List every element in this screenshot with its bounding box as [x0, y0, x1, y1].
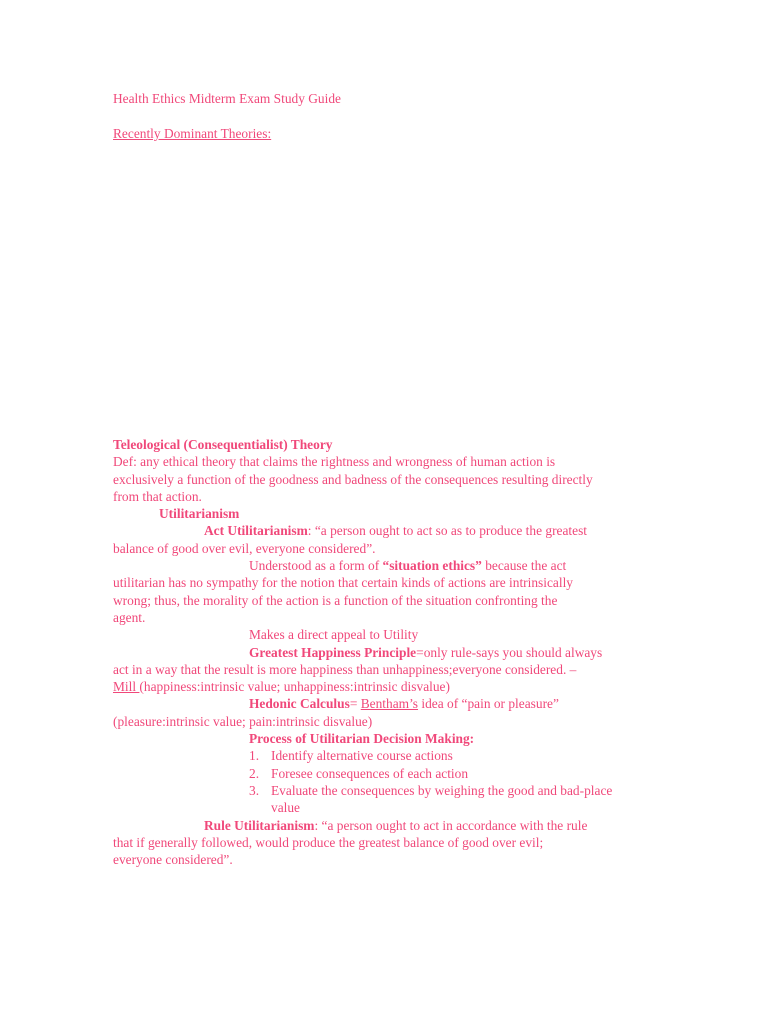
- hedonic-equals: =: [349, 696, 361, 712]
- list-number: 1.: [249, 748, 260, 764]
- utility-appeal-line: Makes a direct appeal to Utility: [249, 627, 419, 643]
- greatest-happiness-text: =only rule-says you should always: [416, 644, 603, 660]
- list-item: [113, 765, 673, 782]
- hedonic-calculus-text: idea of “pain or pleasure”: [418, 696, 559, 712]
- rule-utilitarianism-definition: : “a person ought to act in accordance with the rule: [314, 817, 588, 833]
- rule-utilitarianism-line: [113, 817, 673, 834]
- list-item: [113, 782, 673, 799]
- act-utilitarianism-definition: : “a person ought to act so as to produce the greatest: [307, 523, 588, 539]
- greatest-happiness-line: act in a way that the result is more happiness than unhappiness;everyone considered. –: [113, 661, 577, 677]
- list-text: Identify alternative course actions: [271, 748, 453, 764]
- act-utilitarianism-line: balance of good over evil, everyone considered”.: [113, 540, 376, 556]
- greatest-happiness-line: [113, 644, 673, 661]
- situation-ethics-line: wrong; thus, the morality of the action is a function of the situation confronting the: [113, 592, 558, 608]
- process-heading: Process of Utilitarian Decision Making:: [249, 731, 475, 747]
- theory-heading: Teleological (Consequentialist) Theory: [113, 437, 333, 452]
- list-item: [113, 747, 673, 764]
- situation-ethics-post: because the act: [481, 558, 567, 574]
- bentham-name: Bentham’s: [360, 696, 419, 712]
- section-heading: Recently Dominant Theories:: [113, 126, 272, 141]
- body-text: [113, 436, 673, 868]
- hedonic-calculus-line: [113, 695, 673, 712]
- definition-line: exclusively a function of the goodness and badness of the consequences resulting directly: [113, 471, 593, 487]
- rule-utilitarianism-line: everyone considered”.: [113, 852, 233, 868]
- situation-ethics-line: utilitarian has no sympathy for the notion that certain kinds of actions are intrinsically: [113, 575, 574, 591]
- situation-ethics-line: [113, 557, 673, 574]
- mill-values: (happiness:intrinsic value; unhappiness:intrinsic disvalue): [139, 679, 450, 695]
- rule-utilitarianism-label: Rule Utilitarianism: [204, 817, 315, 833]
- list-item-continuation: value: [271, 800, 300, 816]
- greatest-happiness-label: Greatest Happiness Principle: [249, 644, 417, 660]
- document-title: Health Ethics Midterm Exam Study Guide: [113, 91, 341, 106]
- list-number: 3.: [249, 782, 260, 798]
- act-utilitarianism-label: Act Utilitarianism: [204, 523, 308, 539]
- act-utilitarianism-line: [113, 522, 673, 539]
- hedonic-calculus-label: Hedonic Calculus: [249, 696, 350, 712]
- mill-name: Mill: [113, 679, 140, 695]
- definition-line: Def: any ethical theory that claims the rightness and wrongness of human action is: [113, 454, 556, 470]
- situation-ethics-pre: Understood as a form of: [249, 558, 383, 574]
- situation-ethics-line: agent.: [113, 609, 146, 625]
- hedonic-calculus-line: (pleasure:intrinsic value; pain:intrinsic disvalue): [113, 713, 373, 729]
- situation-ethics-term: “situation ethics”: [382, 558, 482, 574]
- mill-line: [113, 678, 673, 695]
- list-text: Foresee consequences of each action: [271, 765, 469, 781]
- utilitarianism-heading: Utilitarianism: [159, 506, 240, 522]
- list-number: 2.: [249, 765, 260, 781]
- rule-utilitarianism-line: that if generally followed, would produce the greatest balance of good over evil;: [113, 834, 544, 850]
- definition-line: from that action.: [113, 488, 202, 504]
- list-text: Evaluate the consequences by weighing the good and bad-place: [271, 782, 613, 798]
